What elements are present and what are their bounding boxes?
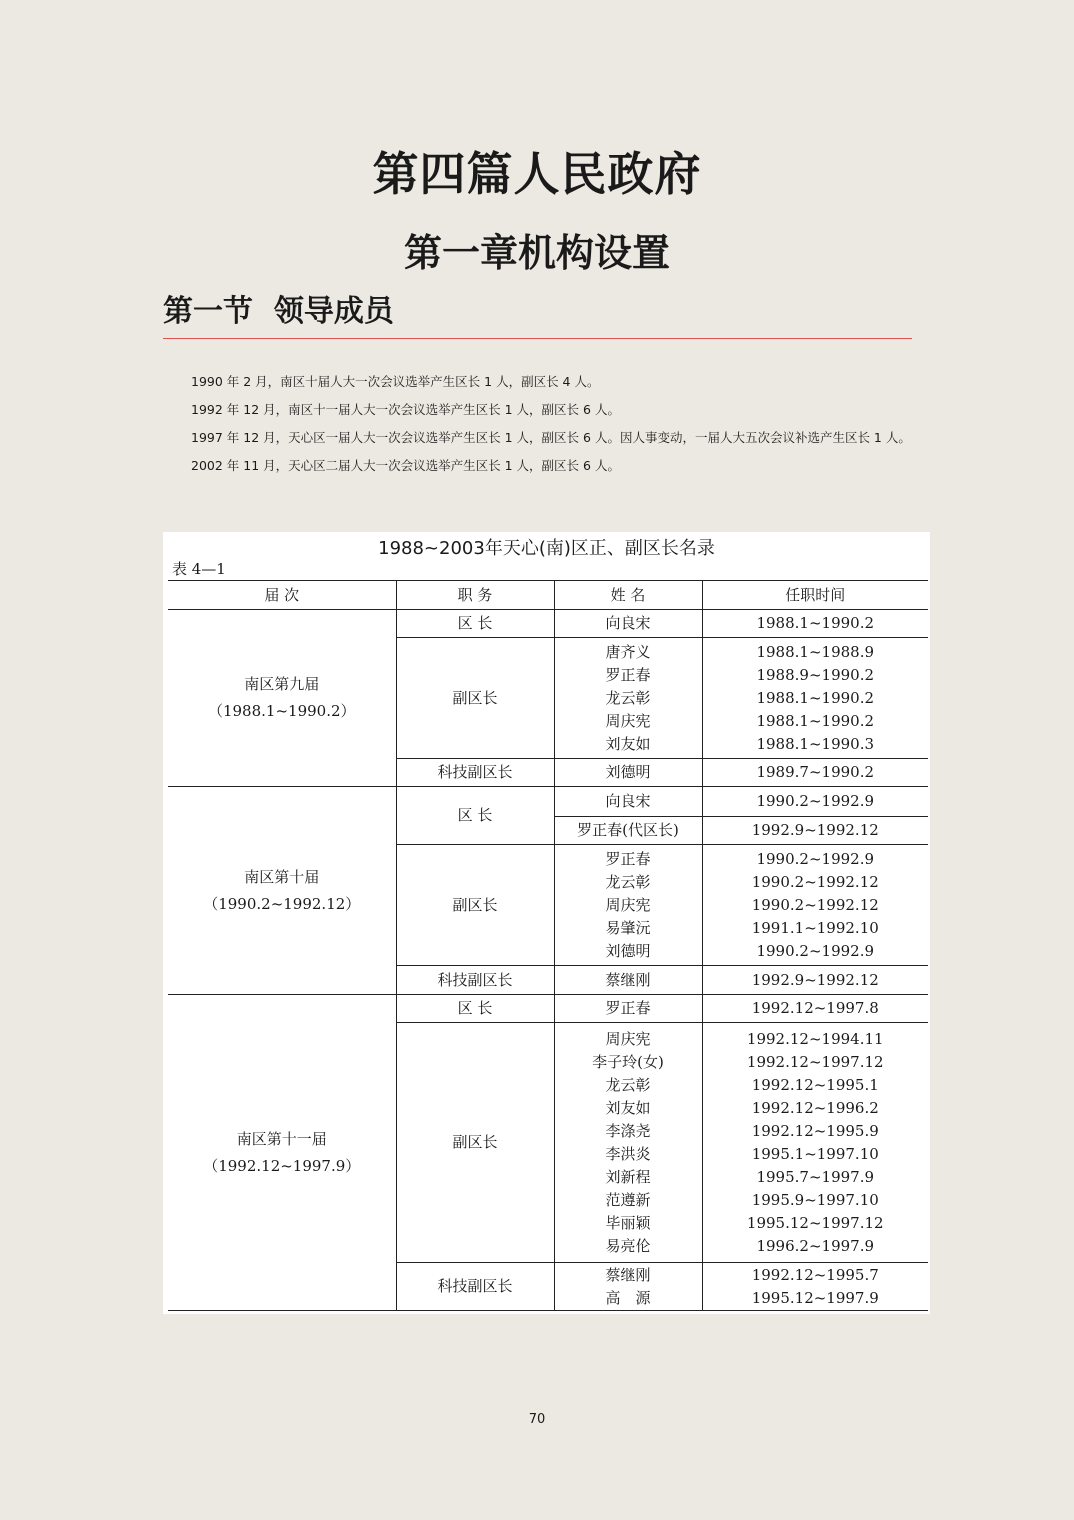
chapter-title: 第一章机构设置 — [403, 230, 670, 275]
role-cell: 区 长 — [396, 787, 554, 845]
page-number: 70 — [528, 1412, 546, 1427]
name-cell: 罗正春(代区长) — [554, 817, 702, 845]
term-cell: 南区第十一届 （1992.12~1997.9） — [168, 995, 396, 1311]
header-term: 届 次 — [168, 581, 396, 610]
table-label: 表 4—1 — [172, 560, 226, 578]
table-title: 1988~2003年天心(南)区正、副区长名录 — [378, 538, 715, 559]
paragraph: 1990 年 2 月，南区十届人大一次会议选举产生区长 1 人，副区长 4 人。 — [191, 374, 600, 389]
section-divider — [163, 338, 912, 339]
role-cell: 科技副区长 — [396, 966, 554, 995]
role-cell: 科技副区长 — [396, 1263, 554, 1311]
name-cell: 罗正春 — [554, 995, 702, 1023]
time-cell: 1992.12~1997.8 — [702, 995, 928, 1023]
time-cell: 1992.9~1992.12 — [702, 966, 928, 995]
name-cell: 唐齐义 罗正春 龙云彰 周庆宪 刘友如 — [554, 638, 702, 759]
time-cell: 1988.1~1990.2 — [702, 610, 928, 638]
name-cell: 罗正春 龙云彰 周庆宪 易肇沅 刘德明 — [554, 845, 702, 966]
time-cell: 1992.9~1992.12 — [702, 817, 928, 845]
name-cell: 向良宋 — [554, 610, 702, 638]
time-cell: 1988.1~1988.9 1988.9~1990.2 1988.1~1990.2 1988.1~1990.2 1988.1~1990.3 — [702, 638, 928, 759]
intro-paragraphs — [163, 368, 913, 480]
time-cell: 1990.2~1992.9 1990.2~1992.12 1990.2~1992.12 1991.1~1992.10 1990.2~1992.9 — [702, 845, 928, 966]
name-cell: 刘德明 — [554, 759, 702, 787]
header-time: 任职时间 — [702, 581, 928, 610]
role-cell: 区 长 — [396, 610, 554, 638]
table-header-row — [168, 581, 928, 610]
name-cell: 周庆宪 李子玲(女) 龙云彰 刘友如 李涤尧 李洪炎 刘新程 范遵新 毕丽颖 易亮伦 — [554, 1023, 702, 1263]
table-row — [168, 610, 928, 638]
paragraph: 2002 年 11 月，天心区二届人大一次会议选举产生区长 1 人，副区长 6 人。 — [191, 458, 620, 473]
name-cell: 蔡继刚 — [554, 966, 702, 995]
name-cell: 向良宋 — [554, 787, 702, 817]
time-cell: 1992.12~1994.11 1992.12~1997.12 1992.12~1995.1 1992.12~1996.2 1992.12~1995.9 1995.1~1997.10 1995.7~1997.9 1995.9~1997.10 1995.12~1997.12 1996.2~1997.9 — [702, 1023, 928, 1263]
term-cell: 南区第九届 （1988.1~1990.2） — [168, 610, 396, 787]
name-cell: 蔡继刚 高 源 — [554, 1263, 702, 1311]
term-cell: 南区第十届 （1990.2~1992.12） — [168, 787, 396, 995]
part-title: 第四篇人民政府 — [372, 147, 702, 201]
paragraph: 1997 年 12 月，天心区一届人大一次会议选举产生区长 1 人，副区长 6 人。因人事变动，一届人大五次会议补选产生区长 1 人。 — [191, 430, 911, 445]
leaders-table — [168, 580, 928, 1311]
role-cell: 副区长 — [396, 845, 554, 966]
role-cell: 副区长 — [396, 1023, 554, 1263]
header-name: 姓 名 — [554, 581, 702, 610]
role-cell: 科技副区长 — [396, 759, 554, 787]
table-row — [168, 995, 928, 1023]
role-cell: 区 长 — [396, 995, 554, 1023]
table-row — [168, 787, 928, 817]
section-title: 第一节 领导成员 — [163, 294, 394, 329]
time-cell: 1992.12~1995.7 1995.12~1997.9 — [702, 1263, 928, 1311]
leaders-table-figure — [163, 532, 930, 1314]
role-cell: 副区长 — [396, 638, 554, 759]
paragraph: 1992 年 12 月，南区十一届人大一次会议选举产生区长 1 人，副区长 6 人。 — [191, 402, 620, 417]
time-cell: 1989.7~1990.2 — [702, 759, 928, 787]
time-cell: 1990.2~1992.9 — [702, 787, 928, 817]
header-role: 职 务 — [396, 581, 554, 610]
